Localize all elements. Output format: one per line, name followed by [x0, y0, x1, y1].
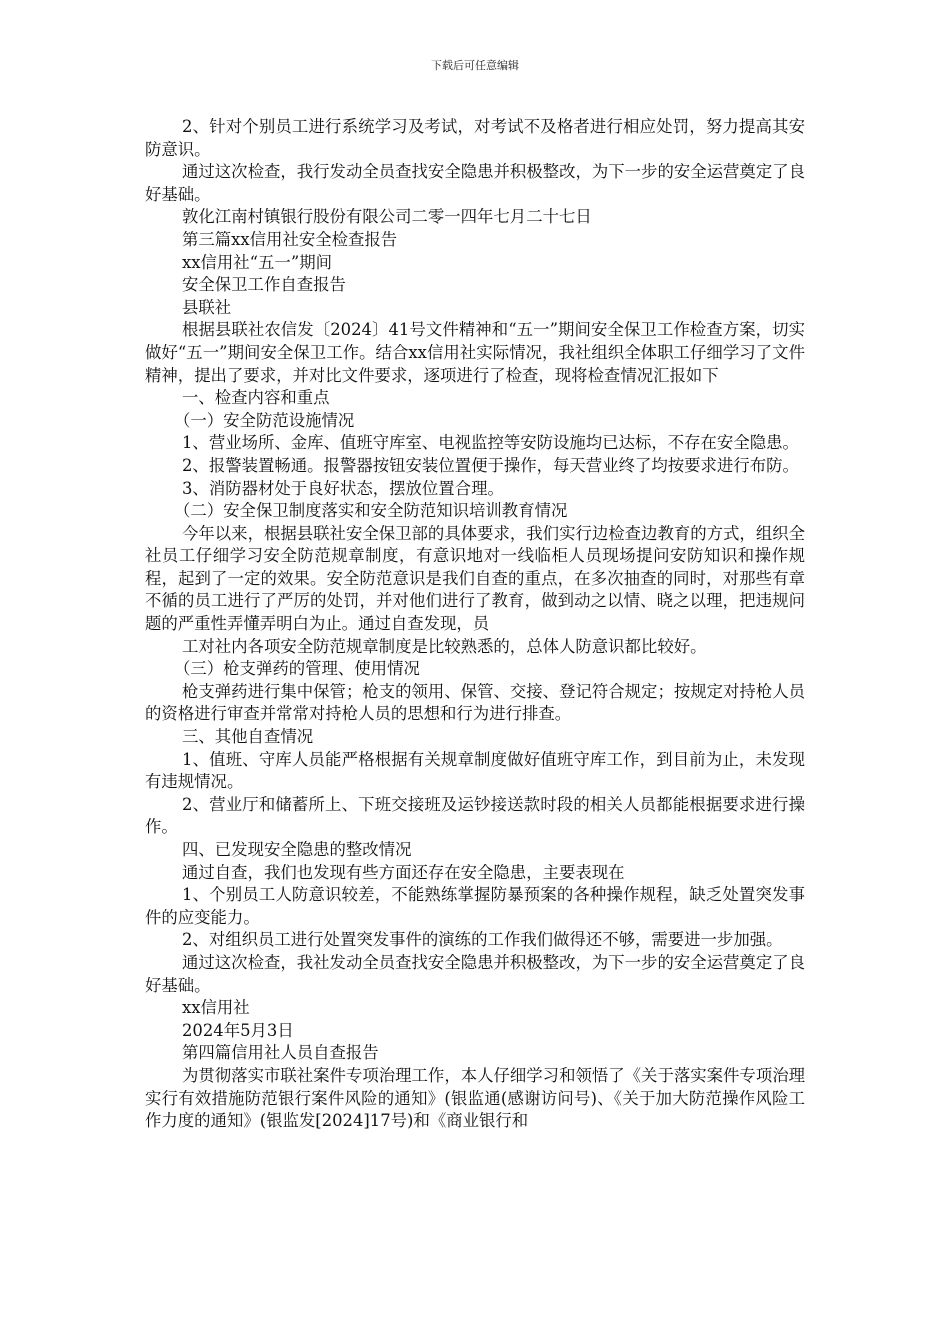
paragraph: 通过这次检查，我行发动全员查找安全隐患并积极整改，为下一步的安全运营奠定了良好基础。	[145, 162, 805, 204]
paragraph: 1、值班、守库人员能严格根据有关规章制度做好值班守库工作，到目前为止，未发现有违规情况。	[145, 749, 805, 792]
paragraph: 通过这次检查，我社发动全员查找安全隐患并积极整改，为下一步的安全运营奠定了良好基础。	[145, 952, 805, 995]
paragraph: 第三篇xx信用社安全检查报告	[182, 229, 398, 249]
paragraph: 安全保卫工作自查报告	[182, 275, 346, 295]
paragraph: 通过自查，我们也发现有些方面还存在安全隐患，主要表现在	[182, 862, 625, 882]
paragraph: 敦化江南村镇银行股份有限公司二零一四年七月二十七日	[182, 207, 592, 227]
paragraph: 3、消防器材处于良好状态，摆放位置合理。	[182, 478, 504, 498]
paragraph: 1、营业场所、金库、值班守库室、电视监控等安防设施均已达标，不存在安全隐患。	[182, 433, 799, 453]
paragraph: 第四篇信用社人员自查报告	[182, 1043, 379, 1063]
paragraph: （二）安全保卫制度落实和安全防范知识培训教育情况	[174, 501, 568, 521]
paragraph: 2、对组织员工进行处置突发事件的演练的工作我们做得还不够，需要进一步加强。	[182, 930, 783, 950]
paragraph: 1、个别员工人防意识较差，不能熟练掌握防暴预案的各种操作规程，缺乏处置突发事件的应变能力。	[145, 885, 805, 927]
paragraph: 为贯彻落实市联社案件专项治理工作，本人仔细学习和领悟了《关于落实案件专项治理实行有效措施防范银行案件风险的通知》(银监通(感谢访问号)、《关于加大防范操作风险工作力度的通知》(银监发[2024]17号)和《商业银行和	[145, 1065, 805, 1131]
paragraph: xx信用社“五一”期间	[182, 252, 332, 272]
document-body	[145, 116, 805, 1133]
paragraph: 县联社	[182, 297, 232, 317]
paragraph: xx信用社	[182, 998, 250, 1018]
paragraph: 三、其他自查情况	[182, 727, 314, 747]
paragraph: 2、报警装置畅通。报警器按钮安装位置便于操作，每天营业终了均按要求进行布防。	[182, 455, 799, 475]
paragraph: 一、检查内容和重点	[182, 388, 330, 408]
paragraph: 2、针对个别员工进行系统学习及考试，对考试不及格者进行相应处罚，努力提高其安防意识。	[145, 117, 805, 159]
paragraph: （三）枪支弹药的管理、使用情况	[174, 659, 420, 679]
paragraph: 今年以来，根据县联社安全保卫部的具体要求，我们实行边检查边教育的方式，组织全社员工仔细学习安全防范规章制度，有意识地对一线临柜人员现场提问安防知识和操作规程，起到了一定的效果。安全防范意识是我们自查的重点，在多次抽查的同时，对那些有章不循的员工进行了严厉的处罚，并对他们进行了教育，做到动之以情、晓之以理，把违规问题的严重性弄懂弄明白为止。通过自查发现，员	[145, 523, 805, 634]
paragraph: （一）安全防范设施情况	[174, 410, 355, 430]
paragraph: 2、营业厅和储蓄所上、下班交接班及运钞接送款时段的相关人员都能根据要求进行操作。	[145, 794, 805, 837]
paragraph: 2024年5月3日	[182, 1020, 294, 1040]
paragraph: 四、已发现安全隐患的整改情况	[182, 840, 412, 859]
page-header: 下载后可任意编辑	[431, 59, 519, 72]
paragraph: 根据县联社农信发〔2024〕41号文件精神和“五一”期间安全保卫工作检查方案，切实做好“五一”期间安全保卫工作。结合xx信用社实际情况，我社组织全体职工仔细学习了文件精神，提出了要求，并对比文件要求，逐项进行了检查，现将检查情况汇报如下	[145, 320, 805, 385]
paragraph: 工对社内各项安全防范规章制度是比较熟悉的，总体人防意识都比较好。	[182, 636, 707, 656]
paragraph: 枪支弹药进行集中保管；枪支的领用、保管、交接、登记符合规定；按规定对持枪人员的资格进行审查并常常对持枪人员的思想和行为进行排查。	[145, 681, 805, 724]
